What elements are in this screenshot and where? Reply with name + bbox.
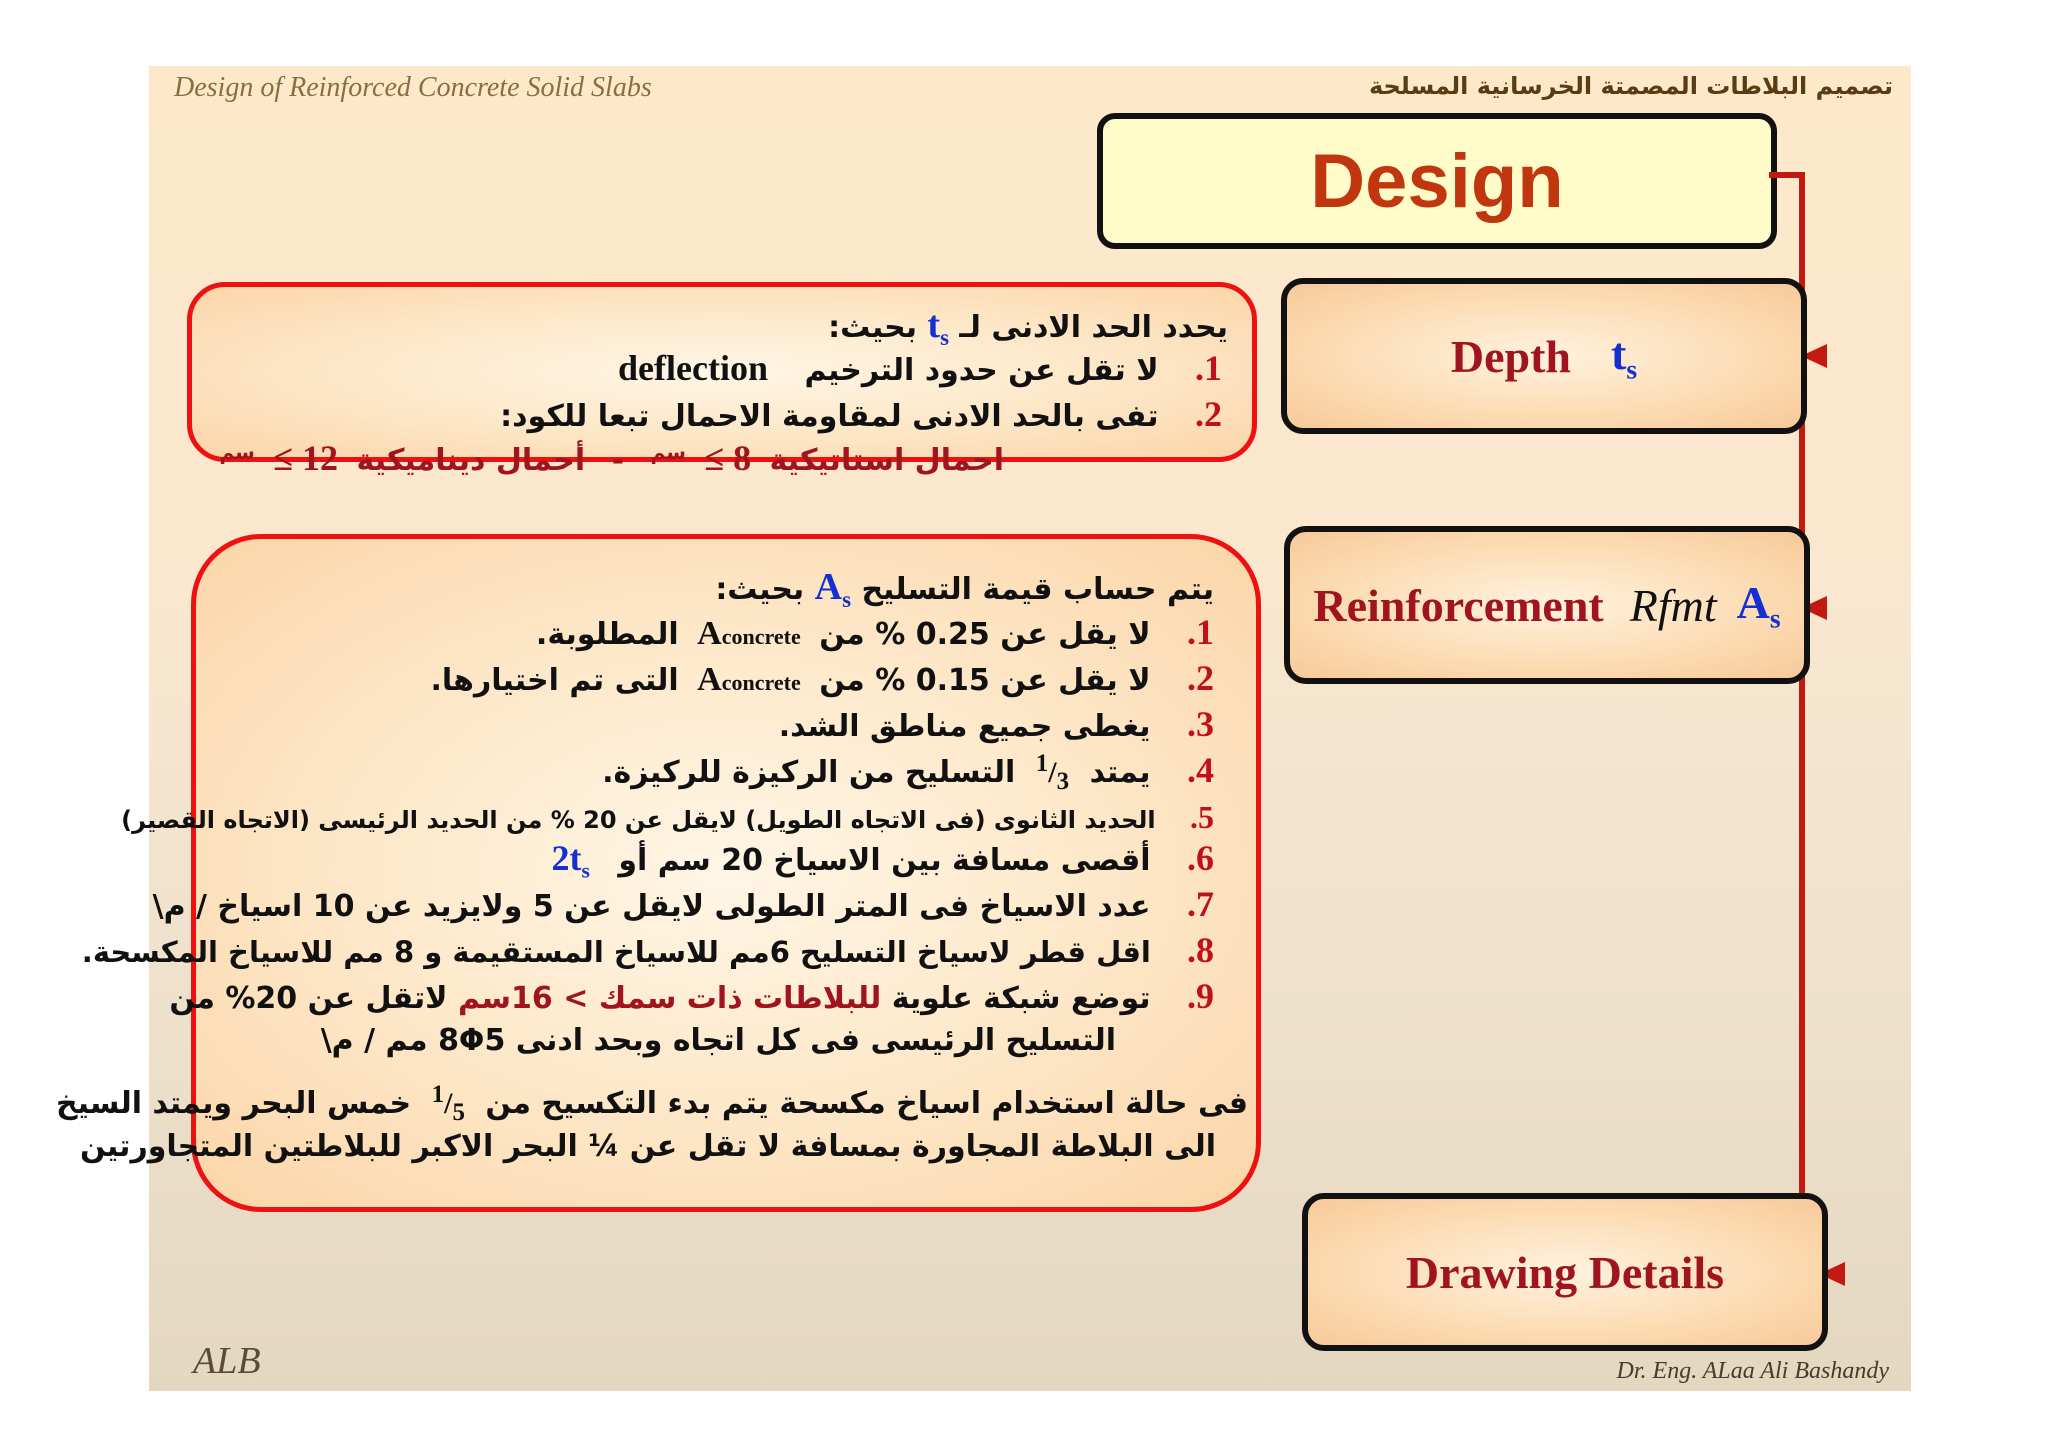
depth-item-2: .2 تفى بالحد الادنى لمقاومة الاحمال تبعا للكود: <box>500 394 1222 434</box>
reinforcement-criteria-panel <box>56 534 1261 1212</box>
footer-author: Dr. Eng. ALaa Ali Bashandy <box>1616 1358 1889 1384</box>
rfmt-item-2: .2 لا يقل عن 0.15 % من Aconcrete التى تم اختيارها. <box>430 658 1214 698</box>
rfmt-symbol: $A_s$ <box>1736 576 1781 634</box>
design-label: Design <box>1310 138 1564 224</box>
rfmt-item-1: .1 لا يقل عن 0.25 % من Aconcrete المطلوبة. <box>535 612 1214 652</box>
header-title-arabic: تصميم البلاطات المصمتة الخرسانية المسلحة <box>1368 72 1893 100</box>
footer-initials: ALB <box>193 1340 261 1382</box>
depth-item-1: .1 لا تقل عن حدود الترخيم deflection <box>618 348 1222 388</box>
rfmt-item-5: .5 الحديد الثانوى (فى الاتجاه الطويل) لايقل عن 20 % من الحديد الرئيسى (الاتجاه القصير) <box>121 799 1214 835</box>
depth-box <box>1281 278 1807 434</box>
rfmt-intro: يتم حساب قيمة التسليح $A_s$ بحيث: <box>715 566 1214 612</box>
depth-intro: يحدد الحد الادنى لـ $t_s$ بحيث: <box>828 304 1228 350</box>
depth-loads: احمال استاتيكية ≤ 8 $^{سم}$ - أحمال ديناميكية ≤ 12 $^{سم}$ <box>219 438 1004 478</box>
drawing-details-box <box>1302 1193 1828 1351</box>
bent-bars-note-line-1: فى حالة استخدام اسياخ مكسحة يتم بدء التكسيح من $^1/_5$ خمس البحر ويمتد السيخ <box>56 1081 1248 1126</box>
rfmt-item-7: .7 عدد الاسياخ فى المتر الطولى لايقل عن 5 ولايزيد عن 10 اسياخ / م\ <box>152 884 1214 924</box>
reinforcement-label: Reinforcement <box>1313 579 1604 631</box>
rfmt-item-9-cont: التسليح الرئيسى فى كل اتجاه وبحد ادنى 8Φ5 مم / م\ <box>320 1023 1116 1058</box>
header-title-english: Design of Reinforced Concrete Solid Slabs <box>174 72 652 103</box>
depth-symbol: $t_s$ <box>1611 327 1638 385</box>
rfmt-item-3: .3 يغطى جميع مناطق الشد. <box>778 704 1214 744</box>
rfmt-abbr: Rfmt <box>1629 579 1717 631</box>
rfmt-item-4: .4 يمتد $^1/_3$ التسليح من الركيزة للركيزة. <box>602 750 1214 795</box>
rfmt-item-8: .8 اقل قطر لاسياخ التسليح 6مم للاسياخ المستقيمة و 8 مم للاسياخ المكسحة. <box>81 930 1214 970</box>
rfmt-item-9: .9 توضع شبكة علوية للبلاطات ذات سمك > 16سم لاتقل عن 20% من <box>169 976 1214 1016</box>
rfmt-item-6: .6 أقصى مسافة بين الاسياخ 20 سم أو $2t_s$ <box>551 838 1214 883</box>
drawing-details-label: Drawing Details <box>1405 1246 1725 1298</box>
bent-bars-note-line-2: الى البلاطة المجاورة بمسافة لا تقل عن ¼ البحر الاكبر للبلاطتين المتجاورتين <box>79 1129 1216 1164</box>
depth-criteria-panel <box>187 282 1257 478</box>
depth-label: Depth <box>1450 330 1572 382</box>
reinforcement-box <box>1284 526 1810 684</box>
slide <box>56 66 1911 1391</box>
